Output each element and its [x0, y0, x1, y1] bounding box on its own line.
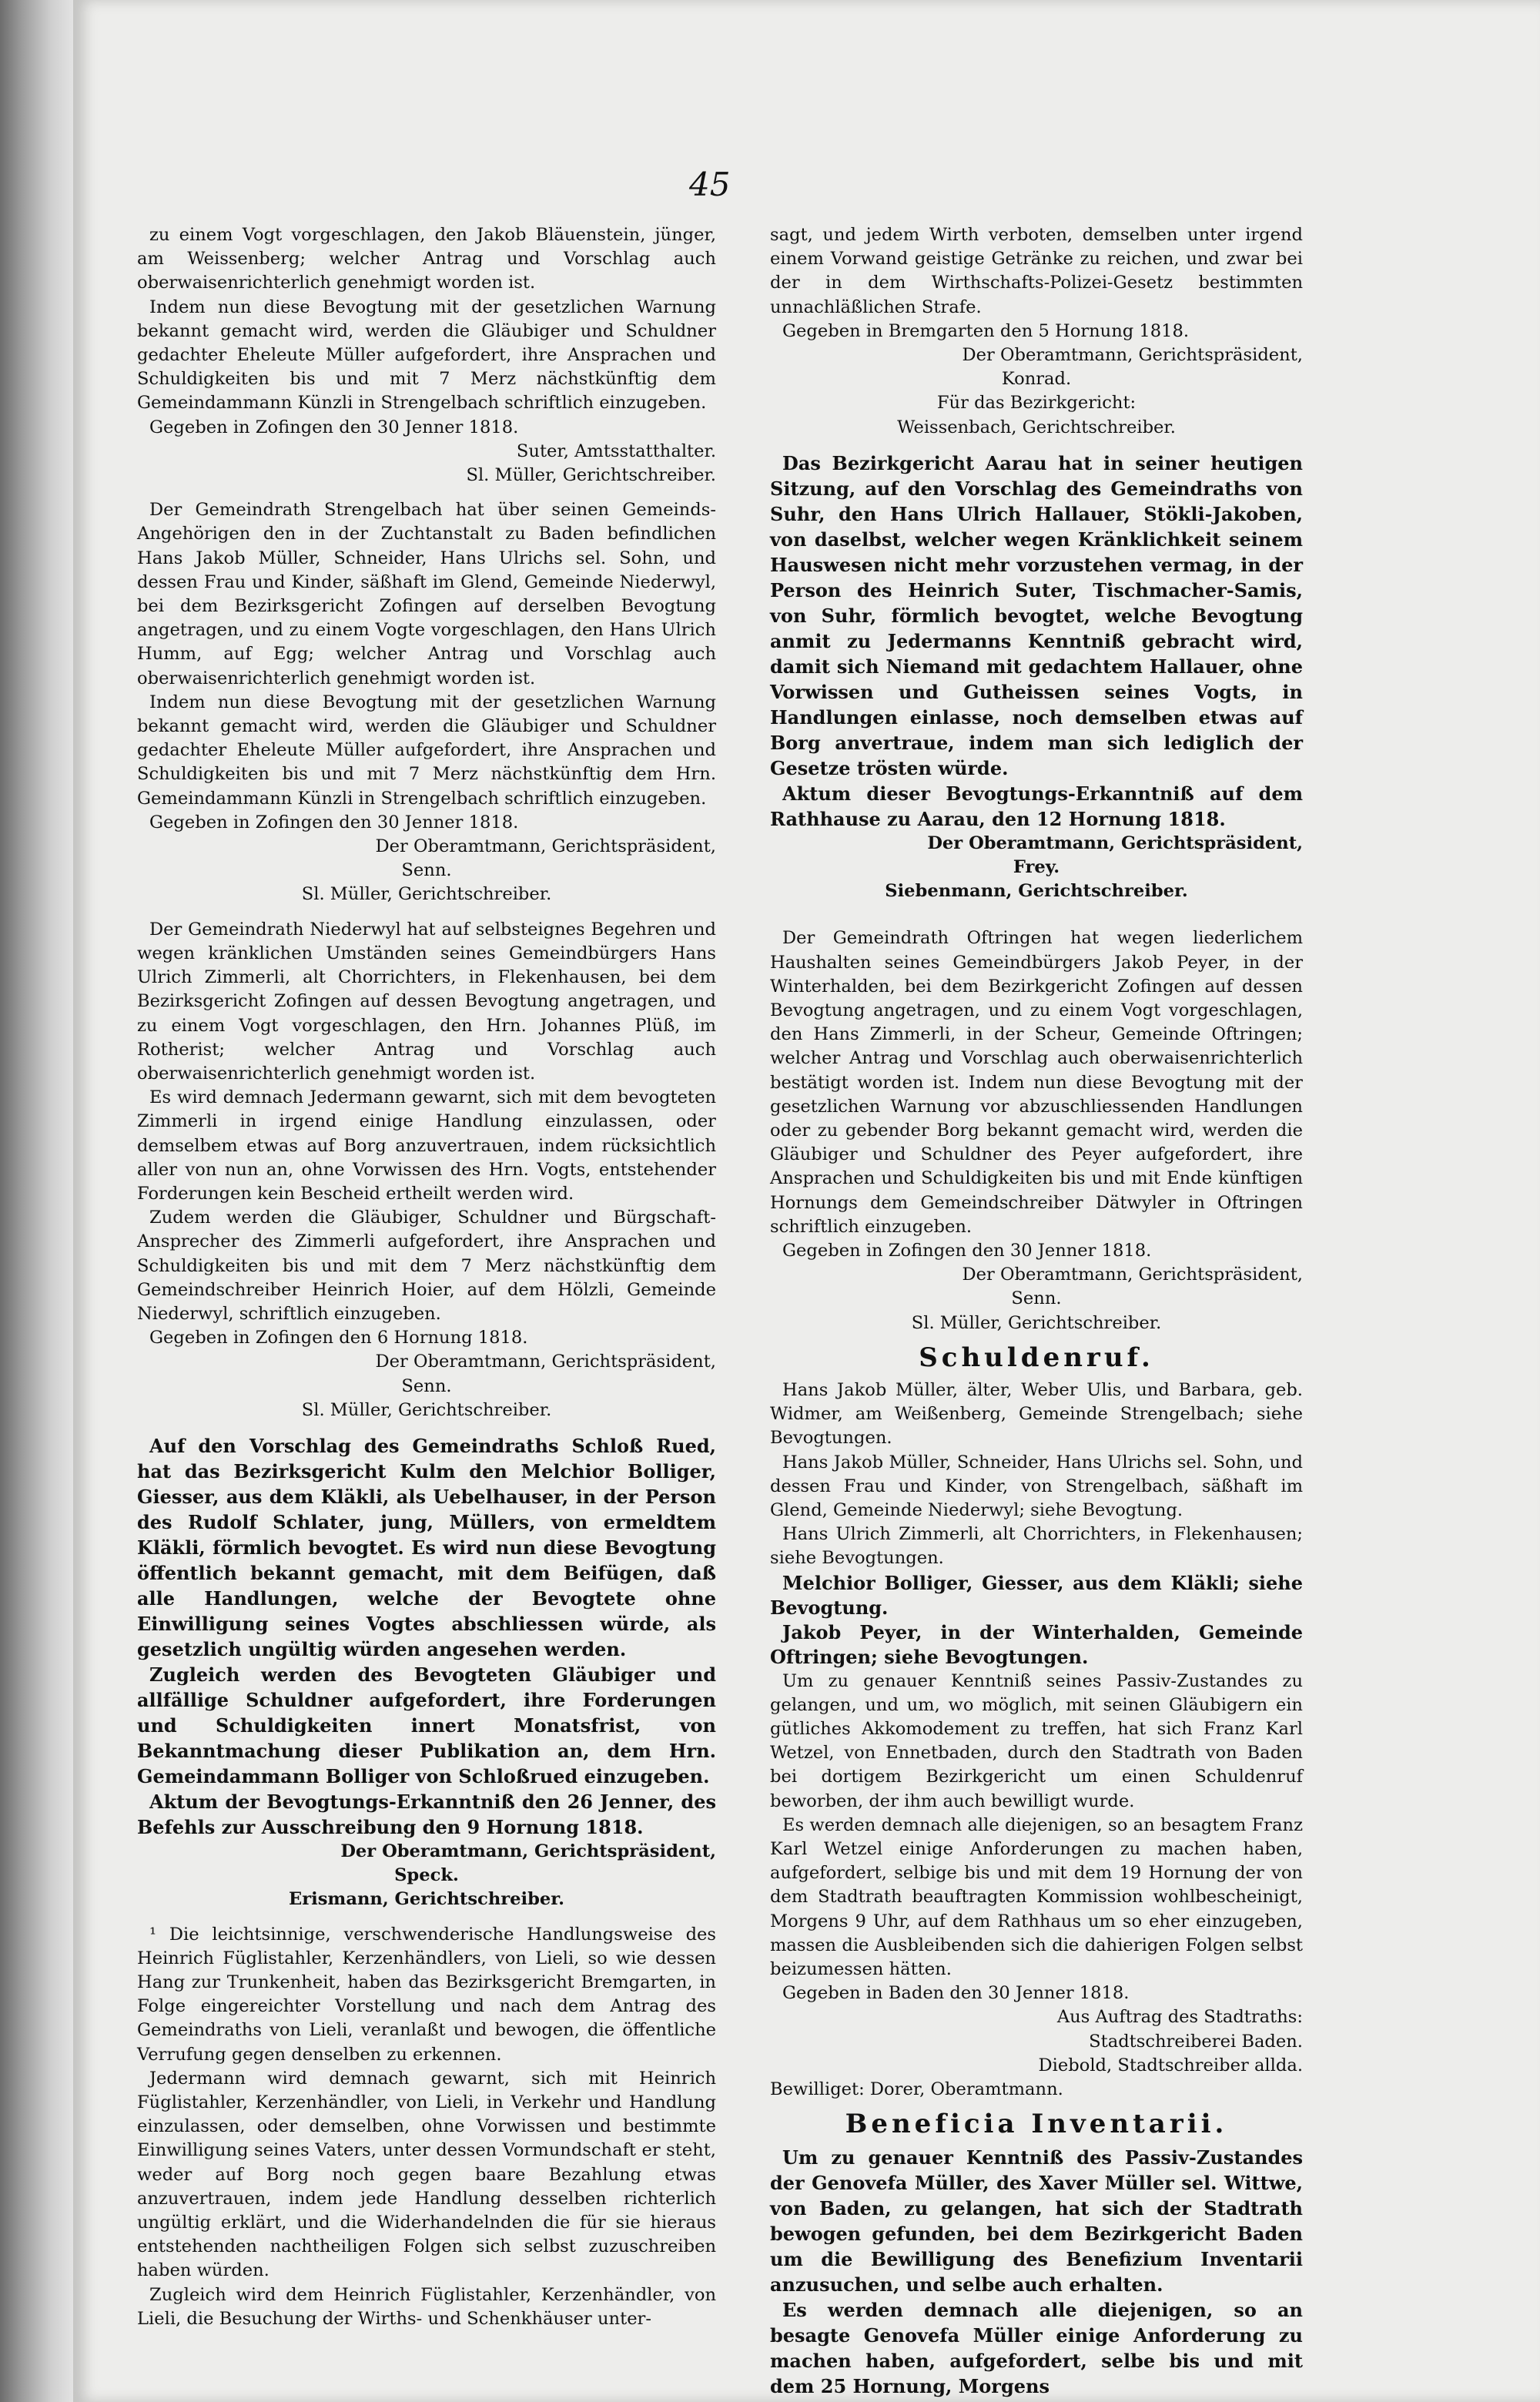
paragraph: Indem nun diese Bevogtung mit der gesetzlichen Warnung bekannt gemacht wird, werden die Gläubiger und Schuldner gedachter Eheleute Müller aufgefordert, ihre Ansprachen und Schuldigkeiten bis und mit 7 Merz nächstkünftig dem Gemeindammann Künzli in Strengelbach schriftlich einzugeben.	[137, 296, 716, 414]
signature-line: Suter, Amtsstatthalter.	[516, 441, 716, 461]
paragraph: Um zu genauer Kenntniß seines Passiv-Zustandes zu gelangen, und um, wo möglich, mit seinen Gläubigern ein gütliches Akkomodement zu treffen, hat sich Franz Karl Wetzel, von Ennetbaden, durch den Stadtrath von Baden bei dortigem Bezirkgericht um einen Schuldenruf beworben, der ihm auch bewilligt wurde.	[770, 1670, 1303, 1811]
paragraph: Der Gemeindrath Niederwyl hat auf selbsteignes Begehren und wegen kränklichen Umständen seines Gemeindbürgers Hans Ulrich Zimmerli, alt Chorrichters, in Flekenhausen, bei dem Bezirksgericht Zofingen auf dessen Bevogtung angetragen, und zu einem Vogt vorgeschlagen, den Hrn. Johannes Plüß, im Rotherist; welcher Antrag und Vorschlag auch oberwaisenrichterlich genehmigt worden ist.	[137, 919, 716, 1084]
signature-name: Speck.	[394, 1865, 459, 1886]
page-gutter	[0, 0, 73, 2402]
signature-line: Der Oberamtmann, Gerichtspräsident,	[962, 345, 1303, 366]
paragraph: Auf den Vorschlag des Gemeindraths Schloß Rued, hat das Bezirksgericht Kulm den Melchior Bolliger, Giesser, aus dem Kläkli, als Uebelhauser, in der Person des Rudolf Schlater, jung, Müllers, von ermeldtem Kläkli, förmlich bevogtet. Es wird nun diese Bevogtung öffentlich bekannt gemacht, mit dem Beifügen, daß alle Handlungen, welche der Bevogtete ohne Einwilligung seines Vogtes abschliessen würde, als gesetzlich ungültig würden angesehen werden.	[137, 1434, 716, 1660]
signature-name: Konrad.	[1001, 369, 1072, 390]
signature-line: Der Oberamtmann, Gerichtspräsident,	[375, 836, 716, 857]
signature-name: Sl. Müller, Gerichtschreiber.	[301, 1399, 552, 1420]
signature-name: Sl. Müller, Gerichtschreiber.	[911, 1312, 1162, 1333]
paragraph: Jedermann wird demnach gewarnt, sich mit Heinrich Füglistahler, Kerzenhändler, von Lieli, in Verkehr und Handlung einzulassen, oder demselben, ohne Vorwissen und bestimmte Einwilligung seines Vaters, unter dessen Vormundschaft er steht, weder auf Borg noch gegen baare Bezahlung etwas anzuvertrauen, indem jede Handlung desselben richterlich ungültig erklärt, und die Widerhandelnden die für sie hieraus entstehenden nachtheiligen Folgen sich selbst zuzuschreiben haben würden.	[137, 2068, 716, 2281]
paragraph: Aktum der Bevogtungs-Erkanntniß den 26 Jenner, des Befehls zur Ausschreibung den 9 Hornung 1818.	[137, 1790, 716, 1838]
paragraph: Der Gemeindrath Oftringen hat wegen liederlichem Haushalten seines Gemeindbürgers Jakob Peyer, in der Winterhalden, bei dem Bezirkgericht Zofingen auf dessen Bevogtung angetragen, und zu einem Vogt vorgeschlagen, den Hans Zimmerli, in der Scheur, Gemeinde Oftringen; welcher Antrag und Vorschlag auch oberwaisenrichterlich bestätigt worden ist. Indem nun diese Bevogtung mit der gesetzlichen Warnung vor abzuschliessenden Handlungen oder zu gebender Borg bekannt gemacht wird, werden die Gläubiger und Schuldner des Peyer aufgefordert, ihre Ansprachen und Schuldigkeiten bis und mit Ende künftigen Hornungs dem Gemeindschreiber Dätwyler in Oftringen schriftlich einzugeben.	[770, 928, 1303, 1237]
right-column	[770, 223, 1303, 2399]
paragraph: Um zu genauer Kenntniß des Passiv-Zustandes der Genovefa Müller, des Xaver Müller sel. Wittwe, von Baden, zu gelangen, hat sich der Stadtrath bewogen gefunden, bei dem Bezirkgericht Baden um die Bewilligung des Benefizium Inventarii anzusuchen, und selbe auch erhalten.	[770, 2146, 1303, 2296]
paragraph: Indem nun diese Bevogtung mit der gesetzlichen Warnung bekannt gemacht wird, werden die Gläubiger und Schuldner gedachter Eheleute Müller aufgefordert, ihre Ansprachen und Schuldigkeiten bis und mit 7 Merz nächstkünftig dem Hrn. Gemeindammann Künzli in Strengelbach schriftlich einzugeben.	[137, 692, 716, 809]
paragraph: Gegeben in Zofingen den 30 Jenner 1818.	[149, 812, 519, 832]
paragraph: sagt, und jedem Wirth verboten, demselben unter irgend einem Vorwand geistige Getränke zu reichen, und zwar bei der in dem Wirthschafts-Polizei-Gesetz bestimmten unnachläßlichen Strafe.	[770, 225, 1303, 317]
paragraph: Hans Jakob Müller, Schneider, Hans Ulrichs sel. Sohn, und dessen Frau und Kinder, von Strengelbach, säßhaft im Glend, Gemeinde Niederwyl; siehe Bevogtung.	[770, 1452, 1303, 1520]
paragraph: Gegeben in Zofingen den 30 Jenner 1818.	[149, 417, 519, 437]
paragraph: Gegeben in Zofingen den 30 Jenner 1818.	[782, 1241, 1152, 1261]
signature-name: Senn.	[401, 1375, 452, 1396]
paragraph: Bewilliget: Dorer, Oberamtmann.	[770, 2079, 1063, 2099]
signature-line: Diebold, Stadtschreiber allda.	[1038, 2055, 1303, 2075]
paragraph: Das Bezirkgericht Aarau hat in seiner heutigen Sitzung, auf den Vorschlag des Gemeindraths von Suhr, den Hans Ulrich Hallauer, Stökli-Jakoben, von daselbst, welcher wegen Kränklichkeit seinem Hauswesen nicht mehr vorzustehen vermag, in der Person des Heinrich Suter, Tischmacher-Samis, von Suhr, förmlich bevogtet, welche Bevogtung anmit zu Jedermanns Kenntniß gebracht wird, damit sich Niemand mit gedachtem Hallauer, ohne Vorwissen und Gutheissen seines Vogts, in Handlungen einlasse, noch demselben etwas auf Borg anvertraue, indem man sich lediglich der Gesetze trösten würde.	[770, 451, 1303, 779]
paragraph: Zudem werden die Gläubiger, Schuldner und Bürgschaft-Ansprecher des Zimmerli aufgefordert, ihre Ansprachen und Schuldigkeiten bis und mit dem 7 Merz nächstkünftig dem Gemeindschreiber Heinrich Hoier, auf dem Hölzli, Gemeinde Niederwyl, schriftlich einzugeben.	[137, 1208, 716, 1324]
paragraph: Es werden demnach alle diejenigen, so an besagtem Franz Karl Wetzel einige Anforderungen zu machen haben, aufgefordert, selbige bis und mit dem 19 Hornung der von dem Stadtrath beauftragten Kommission wohlbescheinigt, Morgens 9 Uhr, auf dem Rathhaus um so eher einzugeben, massen die Ausbleibenden sich die dahierigen Folgen selbst beizumessen hätten.	[770, 1814, 1303, 1979]
signature-name: Weissenbach, Gerichtschreiber.	[897, 417, 1176, 437]
block-spacer	[137, 487, 716, 498]
block-spacer	[137, 1422, 716, 1433]
section-heading: Schuldenruf.	[919, 1342, 1154, 1373]
paragraph: Hans Jakob Müller, älter, Weber Ulis, und Barbara, geb. Widmer, am Weißenberg, Gemeinde Strengelbach; siehe Bevogtungen.	[770, 1379, 1303, 1449]
paragraph: Der Gemeindrath Strengelbach hat über seinen Gemeinds-Angehörigen den in der Zuchtanstalt zu Baden befindlichen Hans Jakob Müller, Schneider, Hans Ulrichs sel. Sohn, und dessen Frau und Kinder, säßhaft im Glend, Gemeinde Niederwyl, bei dem Bezirksgericht Zofingen auf derselben Bevogtung angetragen, und zu einem Vogte vorgeschlagen, den Hans Ulrich Humm, auf Egg; welcher Antrag und Vorschlag auch oberwaisenrichterlich genehmigt worden ist.	[137, 500, 716, 688]
signature-name: Für das Bezirkgericht:	[936, 393, 1137, 414]
block-spacer	[770, 440, 1303, 451]
signature-name: Frey.	[1013, 857, 1060, 878]
paragraph: Gegeben in Zofingen den 6 Hornung 1818.	[149, 1328, 528, 1348]
signature-line: Der Oberamtmann, Gerichtspräsident,	[340, 1841, 716, 1861]
paragraph: Es werden demnach alle diejenigen, so an besagte Genovefa Müller einige Anforderung zu machen haben, aufgefordert, selbe bis und mit dem 25 Hornung, Morgens	[770, 2299, 1303, 2398]
signature-name: Senn.	[401, 860, 452, 881]
signature-line: Der Oberamtmann, Gerichtspräsident,	[962, 1265, 1303, 1285]
signature-line: Sl. Müller, Gerichtschreiber.	[466, 465, 716, 486]
signature-line: Aus Auftrag des Stadtraths:	[1056, 2007, 1303, 2028]
signature-name: Siebenmann, Gerichtschreiber.	[885, 881, 1188, 902]
signature-name: Senn.	[1011, 1288, 1062, 1309]
block-spacer	[137, 1912, 716, 1923]
paragraph: Hans Ulrich Zimmerli, alt Chorrichters, in Flekenhausen; siehe Bevogtungen.	[770, 1524, 1303, 1569]
block-spacer	[770, 903, 1303, 926]
left-column	[137, 223, 716, 2331]
block-spacer	[137, 907, 716, 918]
signature-name: Erismann, Gerichtschreiber.	[289, 1889, 564, 1910]
page-number: 45	[689, 166, 731, 203]
paragraph: Gegeben in Baden den 30 Jenner 1818.	[782, 1983, 1130, 2004]
signature-line: Stadtschreiberei Baden.	[1089, 2031, 1303, 2052]
paragraph: Zugleich wird dem Heinrich Füglistahler, Kerzenhändler, von Lieli, die Besuchung der Wirths- und Schenkhäuser unter-	[137, 2284, 716, 2329]
paragraph: ¹ Die leichtsinnige, verschwenderische Handlungsweise des Heinrich Füglistahler, Kerzenhändlers, von Lieli, so wie dessen Hang zur Trunkenheit, haben das Bezirksgericht Bremgarten, in Folge eingereichter Vorstellung und nach dem Antrag des Gemeindraths von Lieli, veranlaßt und bewogen, die öffentliche Verrufung gegen denselben zu erkennen.	[137, 1924, 716, 2065]
signature-name: Sl. Müller, Gerichtschreiber.	[301, 884, 552, 905]
paragraph: Zugleich werden des Bevogteten Gläubiger und allfällige Schuldner aufgefordert, ihre Forderungen und Schuldigkeiten innert Monatsfrist, von Bekanntmachung dieser Publikation an, dem Hrn. Gemeindammann Bolliger von Schloßrued einzugeben.	[137, 1663, 716, 1787]
paragraph: Gegeben in Bremgarten den 5 Hornung 1818.	[782, 320, 1190, 341]
paragraph: Jakob Peyer, in der Winterhalden, Gemeinde Oftringen; siehe Bevogtungen.	[770, 1620, 1303, 1668]
paragraph: zu einem Vogt vorgeschlagen, den Jakob Bläuenstein, jünger, am Weissenberg; welcher Antrag und Vorschlag auch oberwaisenrichterlich genehmigt worden ist.	[137, 225, 716, 293]
signature-line: Der Oberamtmann, Gerichtspräsident,	[375, 1352, 716, 1372]
section-heading: Beneficia Inventarii.	[845, 2109, 1228, 2140]
paragraph: Melchior Bolliger, Giesser, aus dem Kläkli; siehe Bevogtung.	[770, 1571, 1303, 1619]
paragraph: Aktum dieser Bevogtungs-Erkanntniß auf dem Rathhause zu Aarau, den 12 Hornung 1818.	[770, 782, 1303, 830]
paragraph: Es wird demnach Jedermann gewarnt, sich mit dem bevogteten Zimmerli in irgend einige Handlung einzulassen, oder demselbem etwas auf Borg anzuvertrauen, indem rücksichtlich aller von nun an, ohne Vorwissen des Hrn. Vogts, entstehender Forderungen kein Bescheid ertheilt werden wird.	[137, 1087, 716, 1204]
signature-line: Der Oberamtmann, Gerichtspräsident,	[927, 832, 1303, 853]
